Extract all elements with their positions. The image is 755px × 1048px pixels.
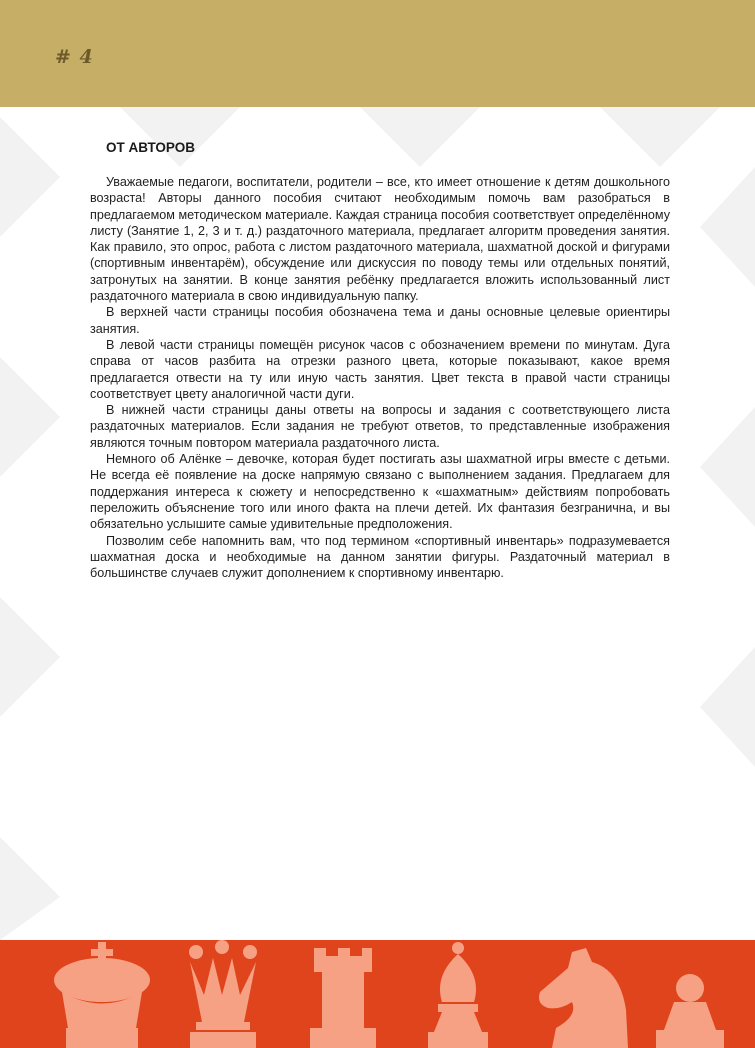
paragraph: Немного об Алёнке – девочке, которая будет постигать азы шахматной игры вместе с детьми. Не всегда её появление на доске напрямую связано с выполнением задания. Предлагаем для поддержания интереса к сюжету и непосредственно к «шахматным» действиям попробовать переложить объяснение того или иного факта на плечи детей. Их фантазия безгранична, и вы обязательно услышите самые удивительные предположения.	[90, 452, 670, 532]
bishop-icon	[428, 942, 488, 1048]
footer-band	[0, 940, 755, 1048]
page-header	[0, 0, 755, 107]
section-title: ОТ АВТОРОВ	[106, 140, 195, 155]
paragraph: В верхней части страницы пособия обозначена тема и даны основные целевые ориентиры занятия.	[90, 305, 670, 336]
pawn-icon	[656, 974, 724, 1048]
main-content	[90, 140, 670, 581]
chess-pieces-strip	[0, 940, 755, 1048]
paragraph: Уважаемые педагоги, воспитатели, родители – все, кто имеет отношение к детям дошкольного возраста! Авторы данного пособия считают необходимым помочь вам разобраться в предлагаемом методическом материале. Каждая страница пособия соответствует определённому листу (Занятие 1, 2, 3 и т. д.) раздаточного материала, предлагает алгоритм проведения занятия. Как правило, это опрос, работа с листом раздаточного материала, шахматной доской и фигурами (спортивным инвентарём), обсуждение или дискуссия по поводу темы или отдельных понятий, затронутых на занятии. В конце занятия ребёнку предлагается вложить использованный лист раздаточного материала в свою индивидуальную папку.	[90, 175, 670, 304]
page-number: # 4	[55, 46, 94, 68]
paragraph: Позволим себе напомнить вам, что под термином «спортивный инвентарь» подразумевается шахматная доска и необходимые на данном занятии фигуры. Раздаточный материал в большинстве случаев служит дополнением к спортивному инвентарю.	[90, 533, 670, 581]
knight-icon	[539, 948, 628, 1048]
queen-icon	[189, 940, 257, 1048]
rook-icon	[310, 948, 376, 1048]
king-icon	[54, 942, 150, 1048]
paragraph: В левой части страницы помещён рисунок часов с обозначением времени по минутам. Дуга справа от часов разбита на отрезки разного цвета, которые показывают, какое время предлагается отвести на ту или иную часть занятия. Цвет текста в правой части страницы соответствует цвету аналогичной части дуги.	[90, 337, 670, 401]
paragraph: В нижней части страницы даны ответы на вопросы и задания с соответствующего листа раздаточных материалов. Если задания не требуют ответов, то представленные изображения являются точным повтором материала раздаточного листа.	[90, 403, 670, 450]
